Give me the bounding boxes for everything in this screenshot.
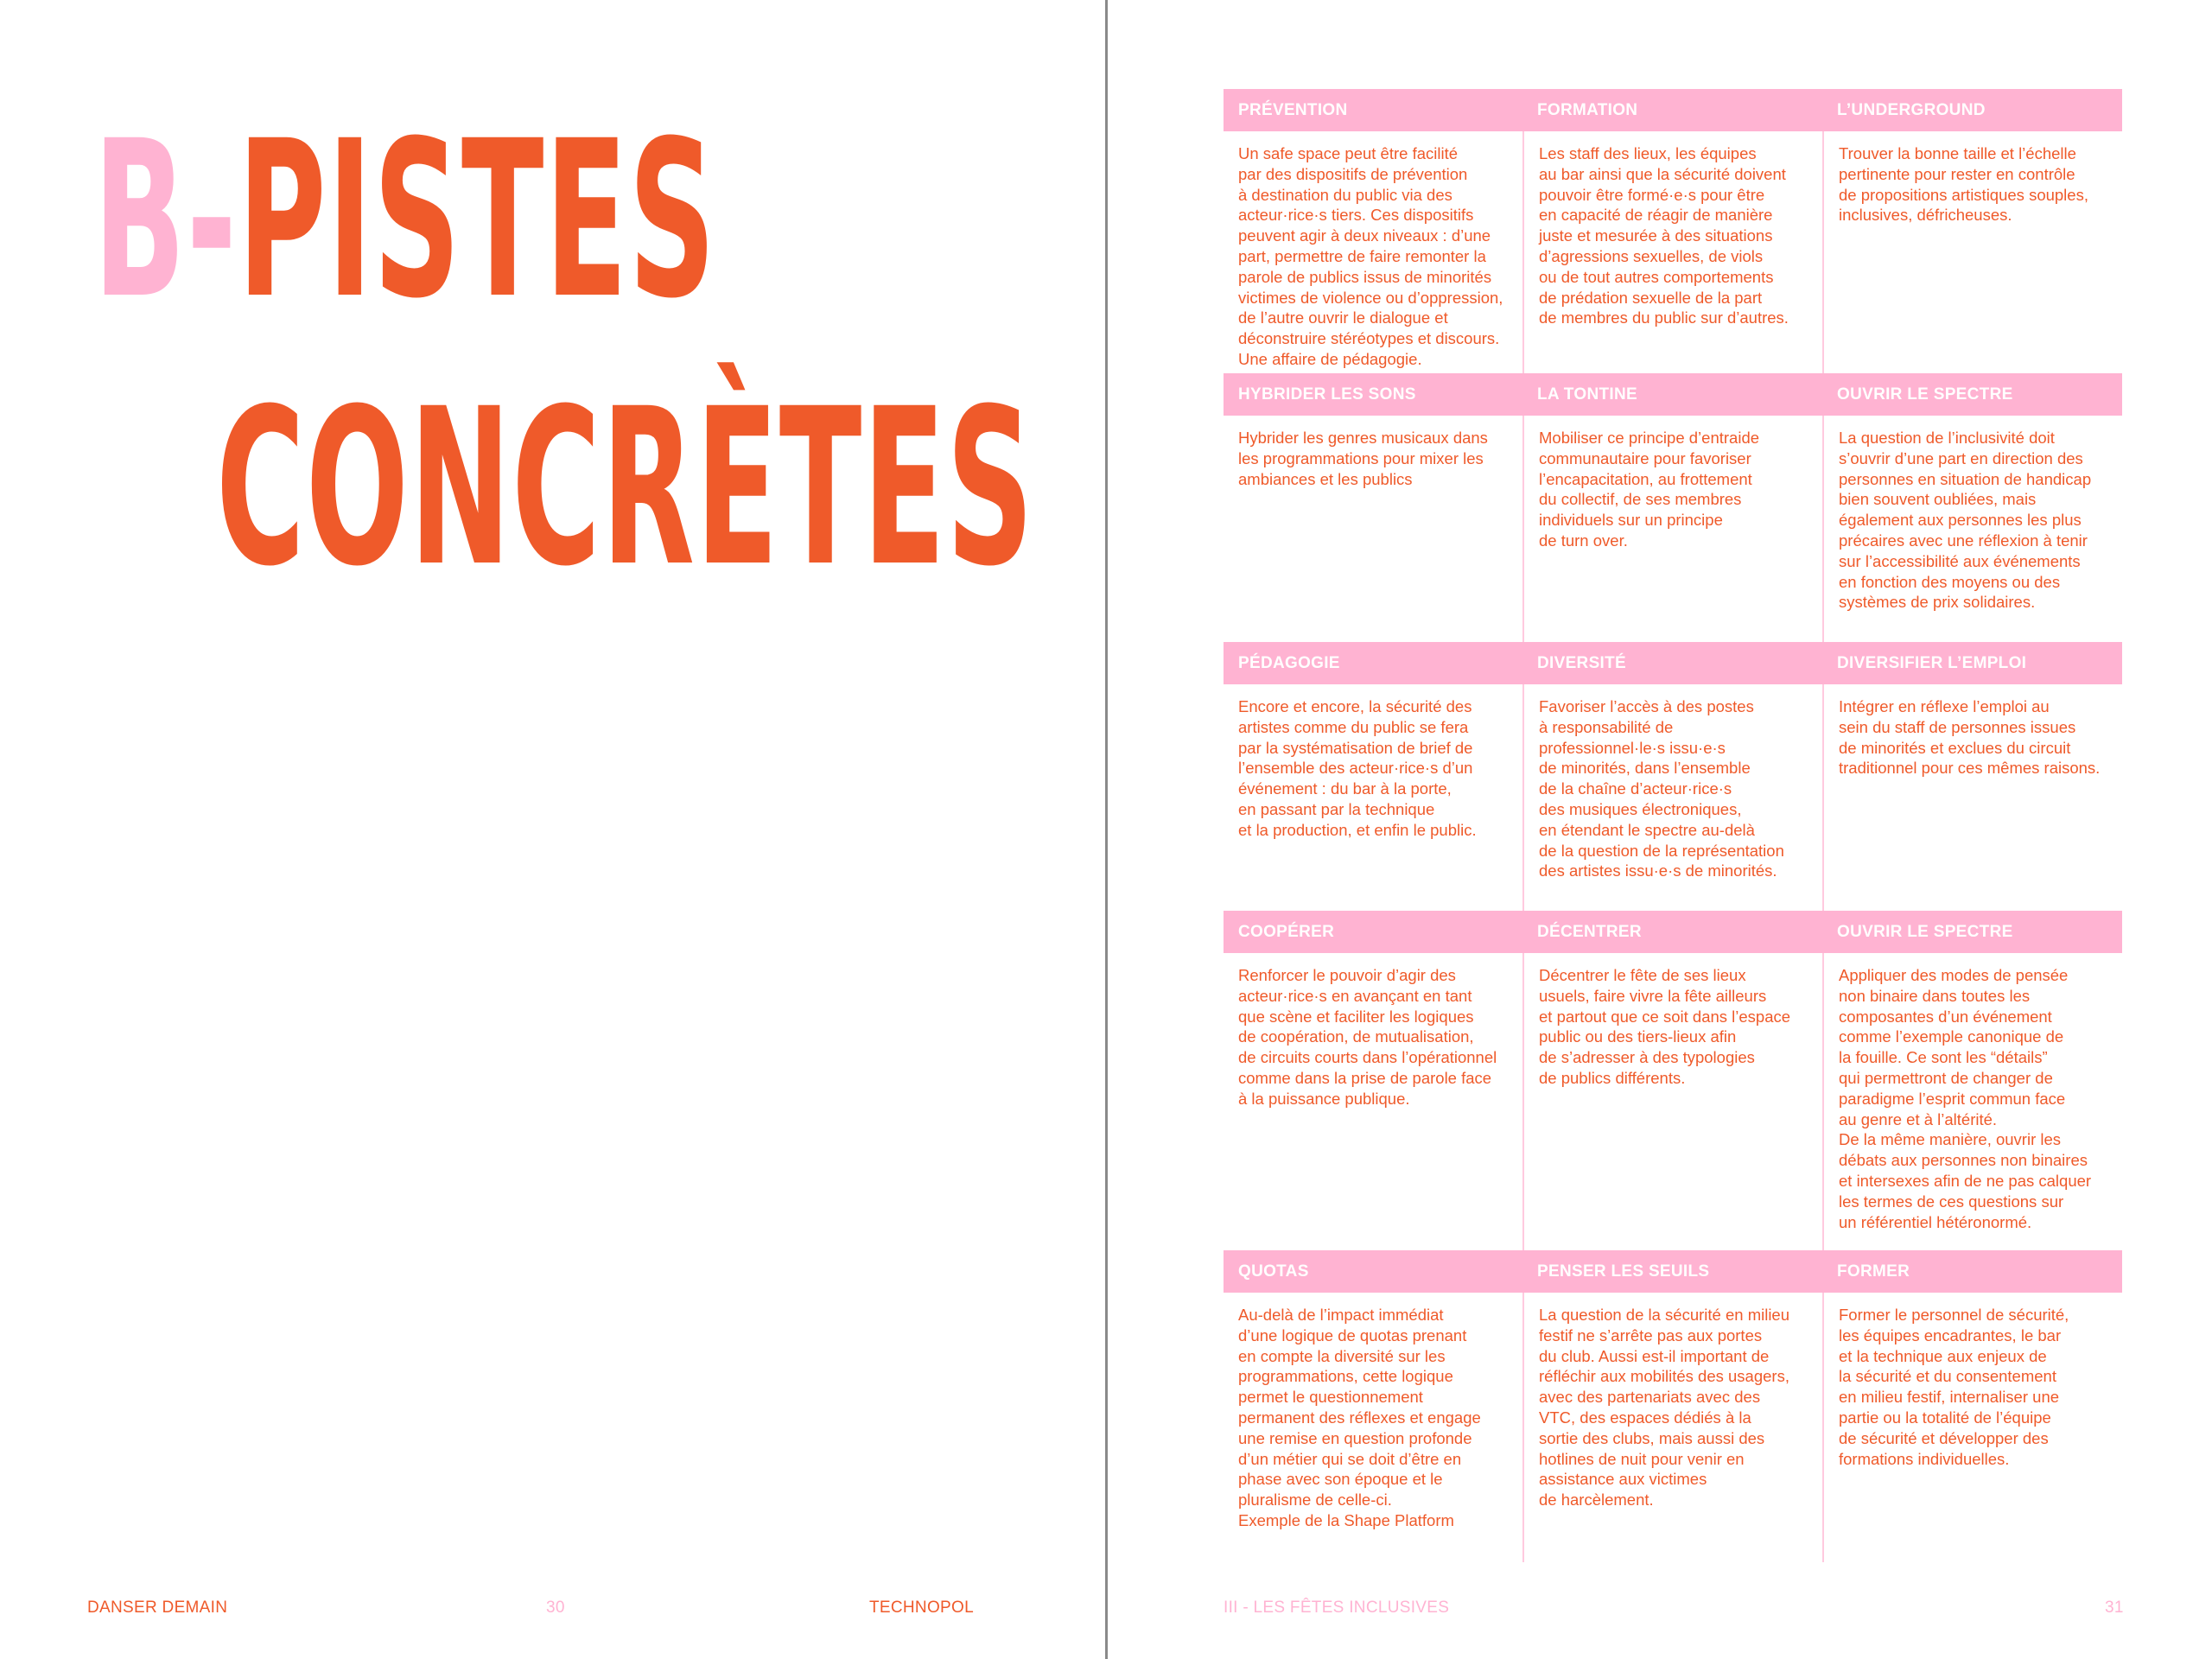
title-line-1: [93, 86, 981, 354]
grid-body-text: Les staff des lieux, les équipes au bar ainsi que la sécurité doivent pouvoir être formé·e·s pour être en capacité de réagir de manière juste et mesurée à des situations d’agressions sexuelles, de viols ou de tout autres comportements de prédation sexuelle de la part de membres du public sur d’autres.: [1522, 131, 1822, 373]
footer-page-number-left: 30: [546, 1599, 565, 1617]
grid-body-text: Favoriser l’accès à des postes à responsabilité de professionnel·le·s issu·e·s de minorités, dans l’ensemble de la chaîne d’acteur·rice·s des musiques électroniques, en étendant le spectre au-delà de la question de la représentation des artistes issu·e·s de minorités.: [1522, 684, 1822, 911]
grid-body-text: Au-delà de l’impact immédiat d’une logique de quotas prenant en compte la diversité sur les programmations, cette logique permet le questionnement permanent des réflexes et engage une remise en question profonde d’un métier qui se doit d’être en phase avec son époque et le pluralisme de celle-ci. Exemple de la Shape Platform: [1238, 1306, 1481, 1529]
grid-heading: OUVRIR LE SPECTRE: [1822, 373, 2122, 416]
footer-publication-title: DANSER DEMAIN: [87, 1599, 228, 1617]
actions-grid: [1224, 89, 2122, 1562]
grid-heading: FORMATION: [1522, 89, 1822, 131]
grid-body-text: Appliquer des modes de pensée non binaire dans toutes les composantes d’un événement comme l’exemple canonique de la fouille. Ce sont les “détails” qui permettront de changer de paradigme l’esprit commun face au genre et à l’altérité. De la même manière, ouvrir les débats aux personnes non binaires et intersexes afin de ne pas calquer les termes de ces questions sur un référentiel hétéronormé.: [1822, 953, 2122, 1250]
grid-body-text: Intégrer en réflexe l’emploi au sein du staff de personnes issues de minorités et exclues du circuit traditionnel pour ces mêmes raisons.: [1822, 684, 2122, 911]
title-prefix: B-: [93, 94, 238, 346]
grid-heading: DIVERSITÉ: [1522, 642, 1822, 684]
grid-heading: PENSER LES SEUILS: [1522, 1250, 1822, 1293]
grid-heading: FORMER: [1822, 1250, 2122, 1293]
grid-heading: HYBRIDER LES SONS: [1224, 373, 1522, 416]
grid-body-text: Trouver la bonne taille et l’échelle pertinente pour rester en contrôle de propositions artistiques souples, inclusives, défricheuses.: [1822, 131, 2122, 373]
title-word-pistes: PISTES: [238, 94, 717, 346]
grid-body-text: Décentrer le fête de ses lieux usuels, faire vivre la fête ailleurs et partout que ce soit dans l’espace public ou des tiers-lieux afin de s’adresser à des typologies de publics différents.: [1522, 953, 1822, 1250]
grid-body-text: Hybrider les genres musicaux dans les programmations pour mixer les ambiances et les publics: [1238, 429, 1488, 488]
grid-body-text: Un safe space peut être facilité par des dispositifs de prévention à destination du public via des acteur·rice·s tiers. Ces dispositifs peuvent agir à deux niveaux : d’une part, permettre de faire remonter la parole de publics issus de minorités victimes de violence ou d’oppression, de l’autre ouvrir le dialogue et déconstruire stéréotypes et discours. Une affaire de pédagogie.: [1238, 144, 1503, 368]
grid-heading: QUOTAS: [1224, 1250, 1522, 1293]
grid-heading: DÉCENTRER: [1522, 911, 1822, 953]
title-line-2: CONCRÈTES: [216, 362, 1035, 613]
grid-body-text: Encore et encore, la sécurité des artistes comme du public se fera par la systématisation de brief de l’ensemble des acteur·rice·s d’un événement : du bar à la porte, en passant par la technique et la production, et enfin le public.: [1238, 697, 1477, 839]
grid-body-text: Renforcer le pouvoir d’agir des acteur·rice·s en avançant en tant que scène et faciliter les logiques de coopération, de mutualisation, de circuits courts dans l’opérationnel comme dans la prise de parole face à la puissance publique.: [1238, 966, 1497, 1108]
grid-body-text: La question de la sécurité en milieu festif ne s’arrête pas aux portes du club. Aussi est-il important de réfléchir aux mobilités des usagers, avec des partenariats avec des VTC, des espaces dédiés à la sortie des clubs, mais aussi des hotlines de nuit pour venir en assistance aux victimes de harcèlement.: [1522, 1293, 1822, 1562]
grid-heading: DIVERSIFIER L’EMPLOI: [1822, 642, 2122, 684]
footer-publisher: TECHNOPOL: [869, 1599, 974, 1617]
grid-heading: OUVRIR LE SPECTRE: [1822, 911, 2122, 953]
footer-page-number-right: 31: [2105, 1599, 2124, 1617]
footer-section-title: III - LES FÊTES INCLUSIVES: [1224, 1599, 1450, 1617]
grid-heading: COOPÉRER: [1224, 911, 1522, 953]
grid-heading: LA TONTINE: [1522, 373, 1822, 416]
grid-body-text: Former le personnel de sécurité, les équipes encadrantes, le bar et la technique aux enjeux de la sécurité et du consentement en milieu festif, internaliser une partie ou la totalité de l’équipe de sécurité et développer des formations individuelles.: [1822, 1293, 2122, 1562]
grid-heading: PÉDAGOGIE: [1224, 642, 1522, 684]
grid-heading: L’UNDERGROUND: [1822, 89, 2122, 131]
grid-body-text: La question de l’inclusivité doit s’ouvrir d’une part en direction des personnes en situation de handicap bien souvent oubliées, mais également aux personnes les plus précaires avec une réflexion à tenir sur l’accessibilité aux événements en fonction des moyens ou des systèmes de prix solidaires.: [1822, 416, 2122, 642]
grid-body-text: Mobiliser ce principe d’entraide communautaire pour favoriser l’encapacitation, au frottement du collectif, de ses membres individuels sur un principe de turn over.: [1522, 416, 1822, 642]
grid-heading: PRÉVENTION: [1224, 89, 1522, 131]
